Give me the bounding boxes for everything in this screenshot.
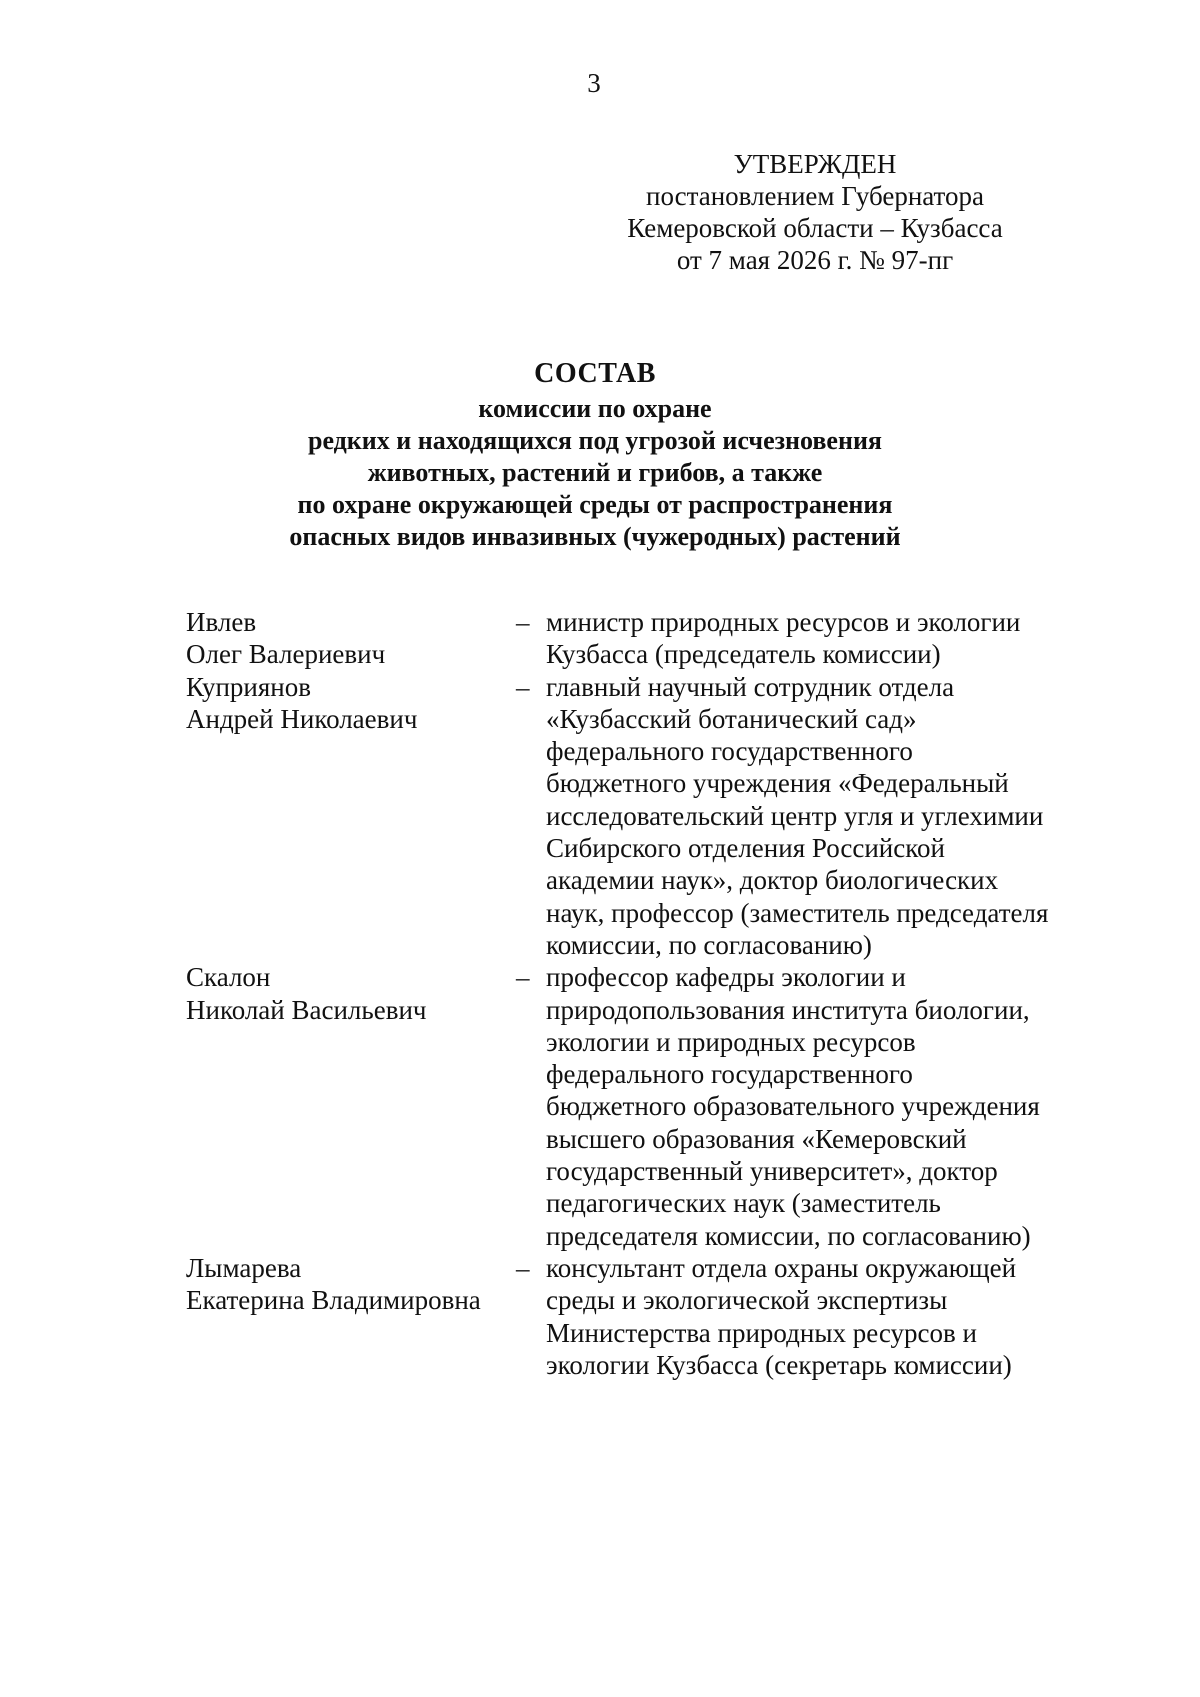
member-role-line: федерального государственного (546, 736, 913, 767)
member-role-line: бюджетного образовательного учреждения (546, 1091, 1040, 1122)
document-subtitle-line: животных, растений и грибов, а также (367, 458, 823, 487)
member-role-line: наук, профессор (заместитель председателя (546, 897, 1049, 928)
document-subtitle-line: комиссии по охране (478, 394, 712, 423)
member-name (186, 671, 516, 736)
member-role-line: бюджетного учреждения «Федеральный (546, 768, 1009, 799)
member-role-line: министр природных ресурсов и экологии (546, 607, 1021, 637)
member-role-line: среды и экологической экспертизы (546, 1285, 948, 1316)
document-title: СОСТАВ (534, 358, 656, 389)
member-role-line: председателя комиссии, по согласованию) (546, 1220, 1031, 1251)
member-dash: – (516, 671, 530, 702)
member-given-names: Екатерина Владимировна (186, 1285, 481, 1316)
member-role (546, 961, 1106, 1252)
member-role (546, 671, 1106, 962)
member-given-names: Андрей Николаевич (186, 703, 418, 734)
approval-line: Кемеровской области – Кузбасса (627, 213, 1003, 243)
member-role-line: исследовательский центр угля и углехимии (546, 800, 1044, 831)
commission-member (186, 606, 1106, 671)
member-role-line: федерального государственного (546, 1059, 913, 1090)
member-role-line: педагогических наук (заместитель (546, 1188, 941, 1219)
member-role (546, 1252, 1106, 1381)
member-role-line: высшего образования «Кемеровский (546, 1123, 967, 1154)
approval-line: постановлением Губернатора (646, 181, 984, 211)
member-given-names: Николай Васильевич (186, 994, 427, 1025)
member-role-line: экологии и природных ресурсов (546, 1026, 916, 1057)
member-role-line: главный научный сотрудник отдела (546, 671, 955, 702)
commission-member (186, 1252, 1106, 1381)
member-role-line: Министерства природных ресурсов и (546, 1317, 977, 1348)
member-surname: Лымарева (186, 1252, 302, 1283)
member-dash: – (516, 1252, 530, 1283)
member-given-names: Олег Валериевич (186, 639, 386, 670)
member-role-line: государственный университет», доктор (546, 1156, 998, 1187)
member-surname: Скалон (186, 962, 271, 993)
approval-stamp-block (615, 148, 1015, 276)
member-role-line: Кузбасса (председатель комиссии) (546, 639, 941, 670)
member-dash: – (516, 607, 530, 637)
member-name (186, 606, 516, 671)
document-subtitle-line: редких и находящихся под угрозой исчезновения (307, 426, 883, 455)
page-number: 3 (587, 68, 601, 98)
commission-member-list (186, 606, 1106, 1381)
document-subtitle-line: по охране окружающей среды от распространения (297, 490, 893, 519)
member-dash: – (516, 962, 530, 993)
member-role-line: академии наук», доктор биологических (546, 865, 999, 896)
member-role-line: консультант отдела охраны окружающей (546, 1252, 1017, 1283)
member-surname: Куприянов (186, 671, 311, 702)
member-role (546, 606, 1106, 671)
member-role-line: комиссии, по согласованию) (546, 929, 872, 960)
member-role-line: природопользования института биологии, (546, 994, 1030, 1025)
commission-member (186, 671, 1106, 962)
member-role-line: Сибирского отделения Российской (546, 833, 945, 864)
member-name (186, 961, 516, 1026)
document-subtitle-line: опасных видов инвазивных (чужеродных) растений (289, 522, 901, 551)
title-block (150, 355, 1040, 553)
approval-heading: УТВЕРЖДЕН (733, 149, 897, 179)
approval-decree-date: от 7 мая 2026 г. № 97-пг (676, 245, 954, 275)
member-role-line: «Кузбасский ботанический сад» (546, 703, 917, 734)
member-role-line: профессор кафедры экологии и (546, 962, 906, 993)
commission-member (186, 961, 1106, 1252)
member-name (186, 1252, 516, 1317)
member-surname: Ивлев (186, 607, 257, 637)
member-role-line: экологии Кузбасса (секретарь комиссии) (546, 1349, 1012, 1380)
